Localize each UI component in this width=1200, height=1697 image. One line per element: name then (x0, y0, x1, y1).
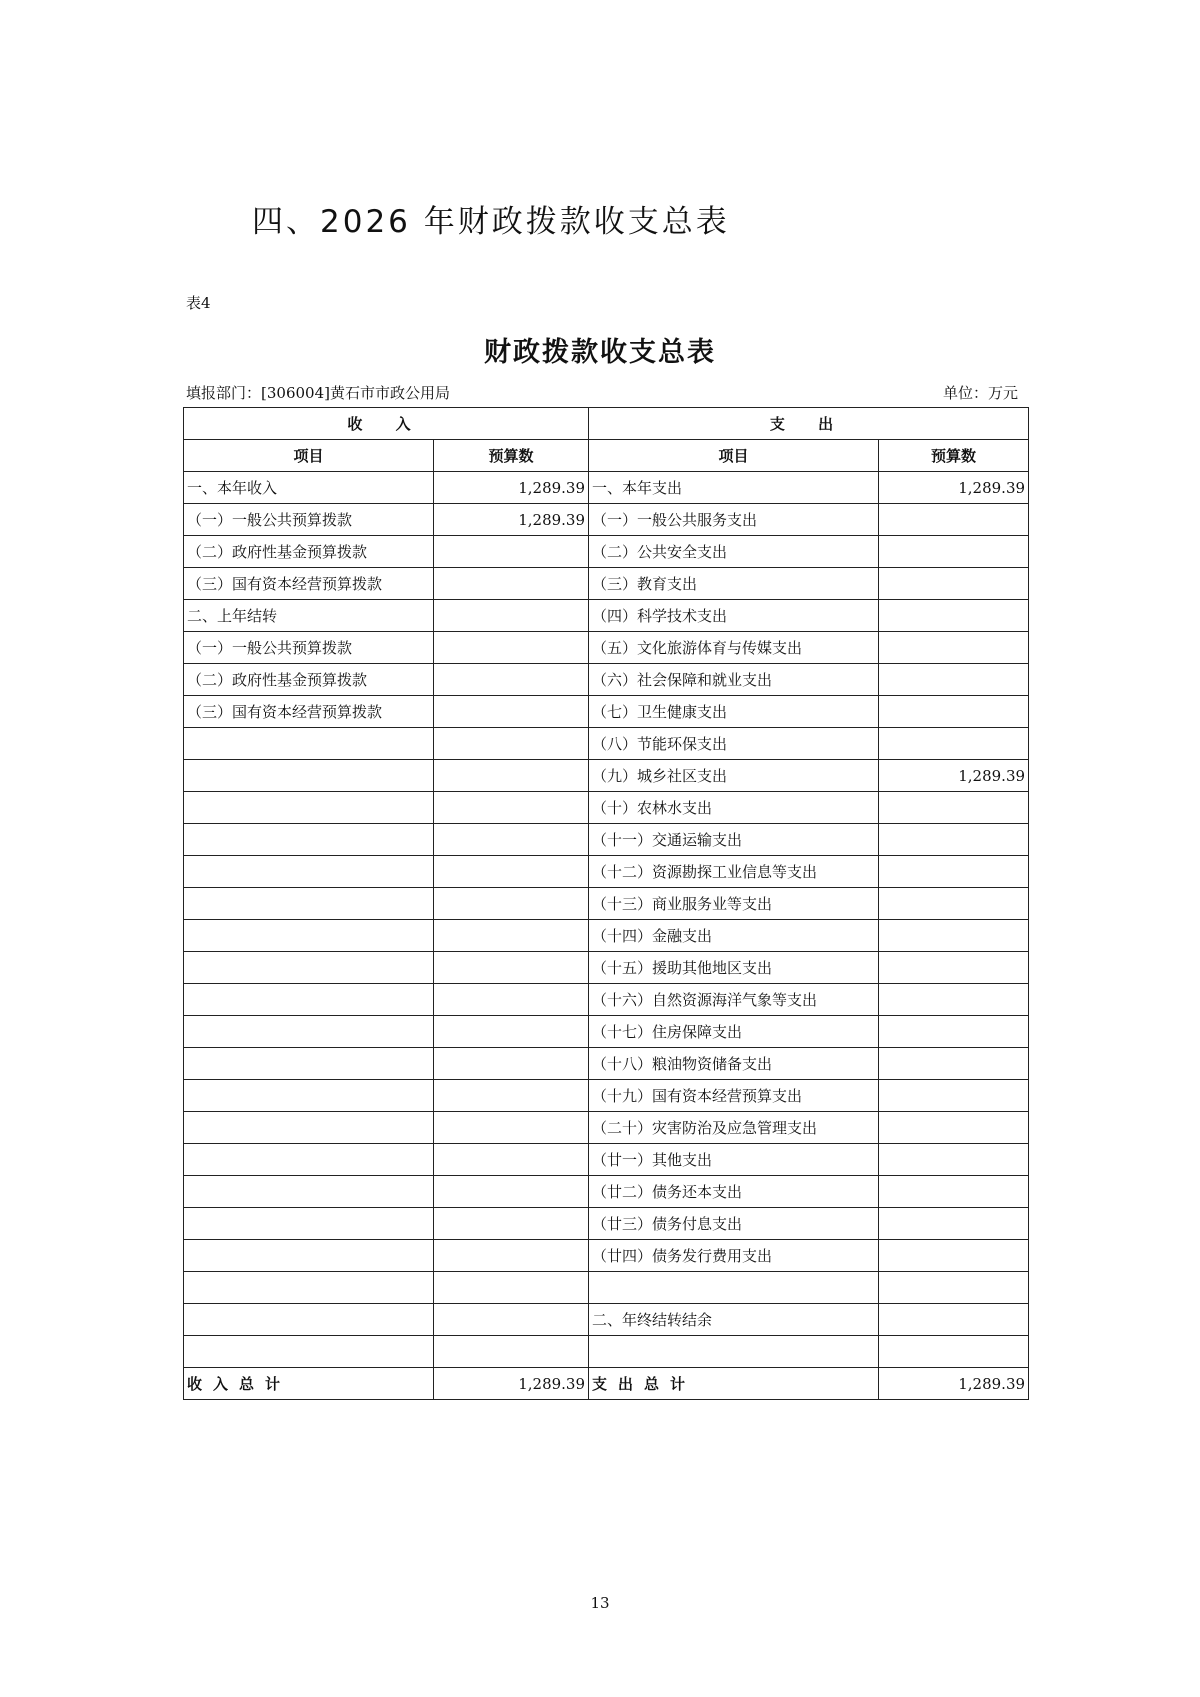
expense-item-cell: （十五）援助其他地区支出 (589, 952, 879, 984)
expense-item-cell: （十九）国有资本经营预算支出 (589, 1080, 879, 1112)
income-value-cell (434, 920, 589, 952)
income-item-cell (184, 1240, 434, 1272)
page-number: 13 (590, 1594, 610, 1612)
income-item-cell: 一、本年收入 (184, 472, 434, 504)
expense-value-cell (879, 856, 1029, 888)
expense-value-cell (879, 568, 1029, 600)
income-value-cell (434, 632, 589, 664)
income-value-cell (434, 1208, 589, 1240)
expense-value-cell (879, 1016, 1029, 1048)
table-row (184, 984, 1029, 1016)
table-row (184, 760, 1029, 792)
expense-budget-header: 预算数 (879, 440, 1029, 472)
income-value-cell (434, 600, 589, 632)
expense-value-cell (879, 1336, 1029, 1368)
income-value-cell (434, 1016, 589, 1048)
table-row (184, 888, 1029, 920)
expense-item-cell: （六）社会保障和就业支出 (589, 664, 879, 696)
expense-item-cell: （十六）自然资源海洋气象等支出 (589, 984, 879, 1016)
table-row (184, 1016, 1029, 1048)
expense-item-cell: （十四）金融支出 (589, 920, 879, 952)
expense-value-cell (879, 920, 1029, 952)
expense-item-cell: （三）教育支出 (589, 568, 879, 600)
table-row (184, 792, 1029, 824)
expense-value-cell (879, 1048, 1029, 1080)
table-number: 表4 (186, 294, 211, 312)
expense-value-cell: 1,289.39 (879, 472, 1029, 504)
expense-section-header: 支 出 (589, 408, 1029, 440)
income-item-cell: （一）一般公共预算拨款 (184, 632, 434, 664)
income-item-cell: 二、上年结转 (184, 600, 434, 632)
expense-value-cell (879, 952, 1029, 984)
expense-value-cell (879, 1208, 1029, 1240)
income-total-label: 收入总计 (184, 1368, 434, 1400)
table-row (184, 504, 1029, 536)
expense-value-cell (879, 1144, 1029, 1176)
expense-item-cell: （二十）灾害防治及应急管理支出 (589, 1112, 879, 1144)
income-item-cell (184, 1016, 434, 1048)
income-value-cell (434, 856, 589, 888)
income-value-cell (434, 696, 589, 728)
budget-table (183, 407, 1029, 1400)
table-row (184, 632, 1029, 664)
income-value-cell (434, 760, 589, 792)
expense-value-cell (879, 536, 1029, 568)
income-section-header: 收 入 (184, 408, 589, 440)
income-value-cell (434, 1304, 589, 1336)
table-row (184, 824, 1029, 856)
expense-value-cell: 1,289.39 (879, 760, 1029, 792)
income-item-cell (184, 920, 434, 952)
income-value-cell (434, 792, 589, 824)
expense-item-cell: （四）科学技术支出 (589, 600, 879, 632)
income-item-cell (184, 760, 434, 792)
income-item-cell: （三）国有资本经营预算拨款 (184, 696, 434, 728)
expense-value-cell (879, 632, 1029, 664)
expense-item-cell: （十一）交通运输支出 (589, 824, 879, 856)
expense-value-cell (879, 1112, 1029, 1144)
expense-value-cell (879, 600, 1029, 632)
income-item-cell: （二）政府性基金预算拨款 (184, 664, 434, 696)
expense-value-cell (879, 888, 1029, 920)
table-row (184, 1080, 1029, 1112)
table-row (184, 856, 1029, 888)
income-value-cell (434, 952, 589, 984)
expense-value-cell (879, 728, 1029, 760)
income-value-cell (434, 1336, 589, 1368)
table-row (184, 1144, 1029, 1176)
income-item-cell (184, 824, 434, 856)
expense-item-cell: （二）公共安全支出 (589, 536, 879, 568)
income-value-cell (434, 1048, 589, 1080)
income-item-cell (184, 1048, 434, 1080)
income-value-cell (434, 728, 589, 760)
expense-item-cell: （一）一般公共服务支出 (589, 504, 879, 536)
table-row (184, 1176, 1029, 1208)
expense-item-cell: （十三）商业服务业等支出 (589, 888, 879, 920)
expense-item-cell: 二、年终结转结余 (589, 1304, 879, 1336)
expense-value-cell (879, 984, 1029, 1016)
table-row (184, 1048, 1029, 1080)
expense-item-cell: 一、本年支出 (589, 472, 879, 504)
expense-item-cell: （七）卫生健康支出 (589, 696, 879, 728)
income-value-cell (434, 536, 589, 568)
income-value-cell (434, 1272, 589, 1304)
income-value-cell (434, 1240, 589, 1272)
income-value-cell: 1,289.39 (434, 504, 589, 536)
expense-value-cell (879, 664, 1029, 696)
table-row (184, 568, 1029, 600)
table-title: 财政拨款收支总表 (484, 337, 716, 368)
income-item-cell (184, 1272, 434, 1304)
income-item-cell (184, 856, 434, 888)
income-item-cell (184, 952, 434, 984)
table-row (184, 472, 1029, 504)
income-value-cell (434, 1144, 589, 1176)
expense-item-cell (589, 1272, 879, 1304)
table-row (184, 1208, 1029, 1240)
income-item-cell (184, 792, 434, 824)
income-item-cell: （一）一般公共预算拨款 (184, 504, 434, 536)
income-item-cell (184, 1144, 434, 1176)
expense-item-cell: （十七）住房保障支出 (589, 1016, 879, 1048)
income-item-cell (184, 1336, 434, 1368)
income-item-cell: （二）政府性基金预算拨款 (184, 536, 434, 568)
table-row (184, 1336, 1029, 1368)
income-item-cell (184, 1112, 434, 1144)
table-row (184, 600, 1029, 632)
unit-label: 单位：万元 (942, 384, 1018, 402)
header-row-sections (184, 408, 1029, 440)
income-item-cell (184, 1080, 434, 1112)
table-row (184, 1240, 1029, 1272)
expense-item-cell (589, 1336, 879, 1368)
income-value-cell (434, 824, 589, 856)
expense-item-header: 项目 (589, 440, 879, 472)
table-row (184, 1272, 1029, 1304)
expense-total-value: 1,289.39 (879, 1368, 1029, 1400)
table-row (184, 1112, 1029, 1144)
table-row (184, 536, 1029, 568)
income-item-cell (184, 1176, 434, 1208)
expense-value-cell (879, 504, 1029, 536)
expense-item-cell: （廿二）债务还本支出 (589, 1176, 879, 1208)
expense-value-cell (879, 792, 1029, 824)
totals-row (184, 1368, 1029, 1400)
income-item-cell (184, 984, 434, 1016)
table-row (184, 952, 1029, 984)
expense-item-cell: （九）城乡社区支出 (589, 760, 879, 792)
expense-item-cell: （廿三）债务付息支出 (589, 1208, 879, 1240)
expense-value-cell (879, 696, 1029, 728)
income-item-cell (184, 728, 434, 760)
table-row (184, 696, 1029, 728)
table-body (184, 472, 1029, 1368)
table-row (184, 1304, 1029, 1336)
income-item-cell: （三）国有资本经营预算拨款 (184, 568, 434, 600)
expense-value-cell (879, 1272, 1029, 1304)
income-value-cell: 1,289.39 (434, 472, 589, 504)
income-item-cell (184, 1304, 434, 1336)
expense-total-label: 支出总计 (589, 1368, 879, 1400)
income-value-cell (434, 888, 589, 920)
income-value-cell (434, 568, 589, 600)
income-item-cell (184, 888, 434, 920)
table-row (184, 728, 1029, 760)
header-row-columns (184, 440, 1029, 472)
expense-value-cell (879, 1080, 1029, 1112)
expense-item-cell: （五）文化旅游体育与传媒支出 (589, 632, 879, 664)
expense-item-cell: （廿四）债务发行费用支出 (589, 1240, 879, 1272)
expense-item-cell: （廿一）其他支出 (589, 1144, 879, 1176)
expense-item-cell: （十二）资源勘探工业信息等支出 (589, 856, 879, 888)
expense-item-cell: （八）节能环保支出 (589, 728, 879, 760)
reporting-department: 填报部门：[306004]黄石市市政公用局 (186, 384, 450, 402)
expense-value-cell (879, 1176, 1029, 1208)
expense-value-cell (879, 1304, 1029, 1336)
expense-value-cell (879, 1240, 1029, 1272)
table-row (184, 920, 1029, 952)
expense-item-cell: （十）农林水支出 (589, 792, 879, 824)
section-title: 四、2026 年财政拨款收支总表 (252, 204, 730, 240)
table-row (184, 664, 1029, 696)
income-item-cell (184, 1208, 434, 1240)
expense-item-cell: （十八）粮油物资储备支出 (589, 1048, 879, 1080)
income-value-cell (434, 1080, 589, 1112)
income-budget-header: 预算数 (434, 440, 589, 472)
income-value-cell (434, 1176, 589, 1208)
income-value-cell (434, 664, 589, 696)
income-value-cell (434, 1112, 589, 1144)
expense-value-cell (879, 824, 1029, 856)
income-item-header: 项目 (184, 440, 434, 472)
income-value-cell (434, 984, 589, 1016)
income-total-value: 1,289.39 (434, 1368, 589, 1400)
